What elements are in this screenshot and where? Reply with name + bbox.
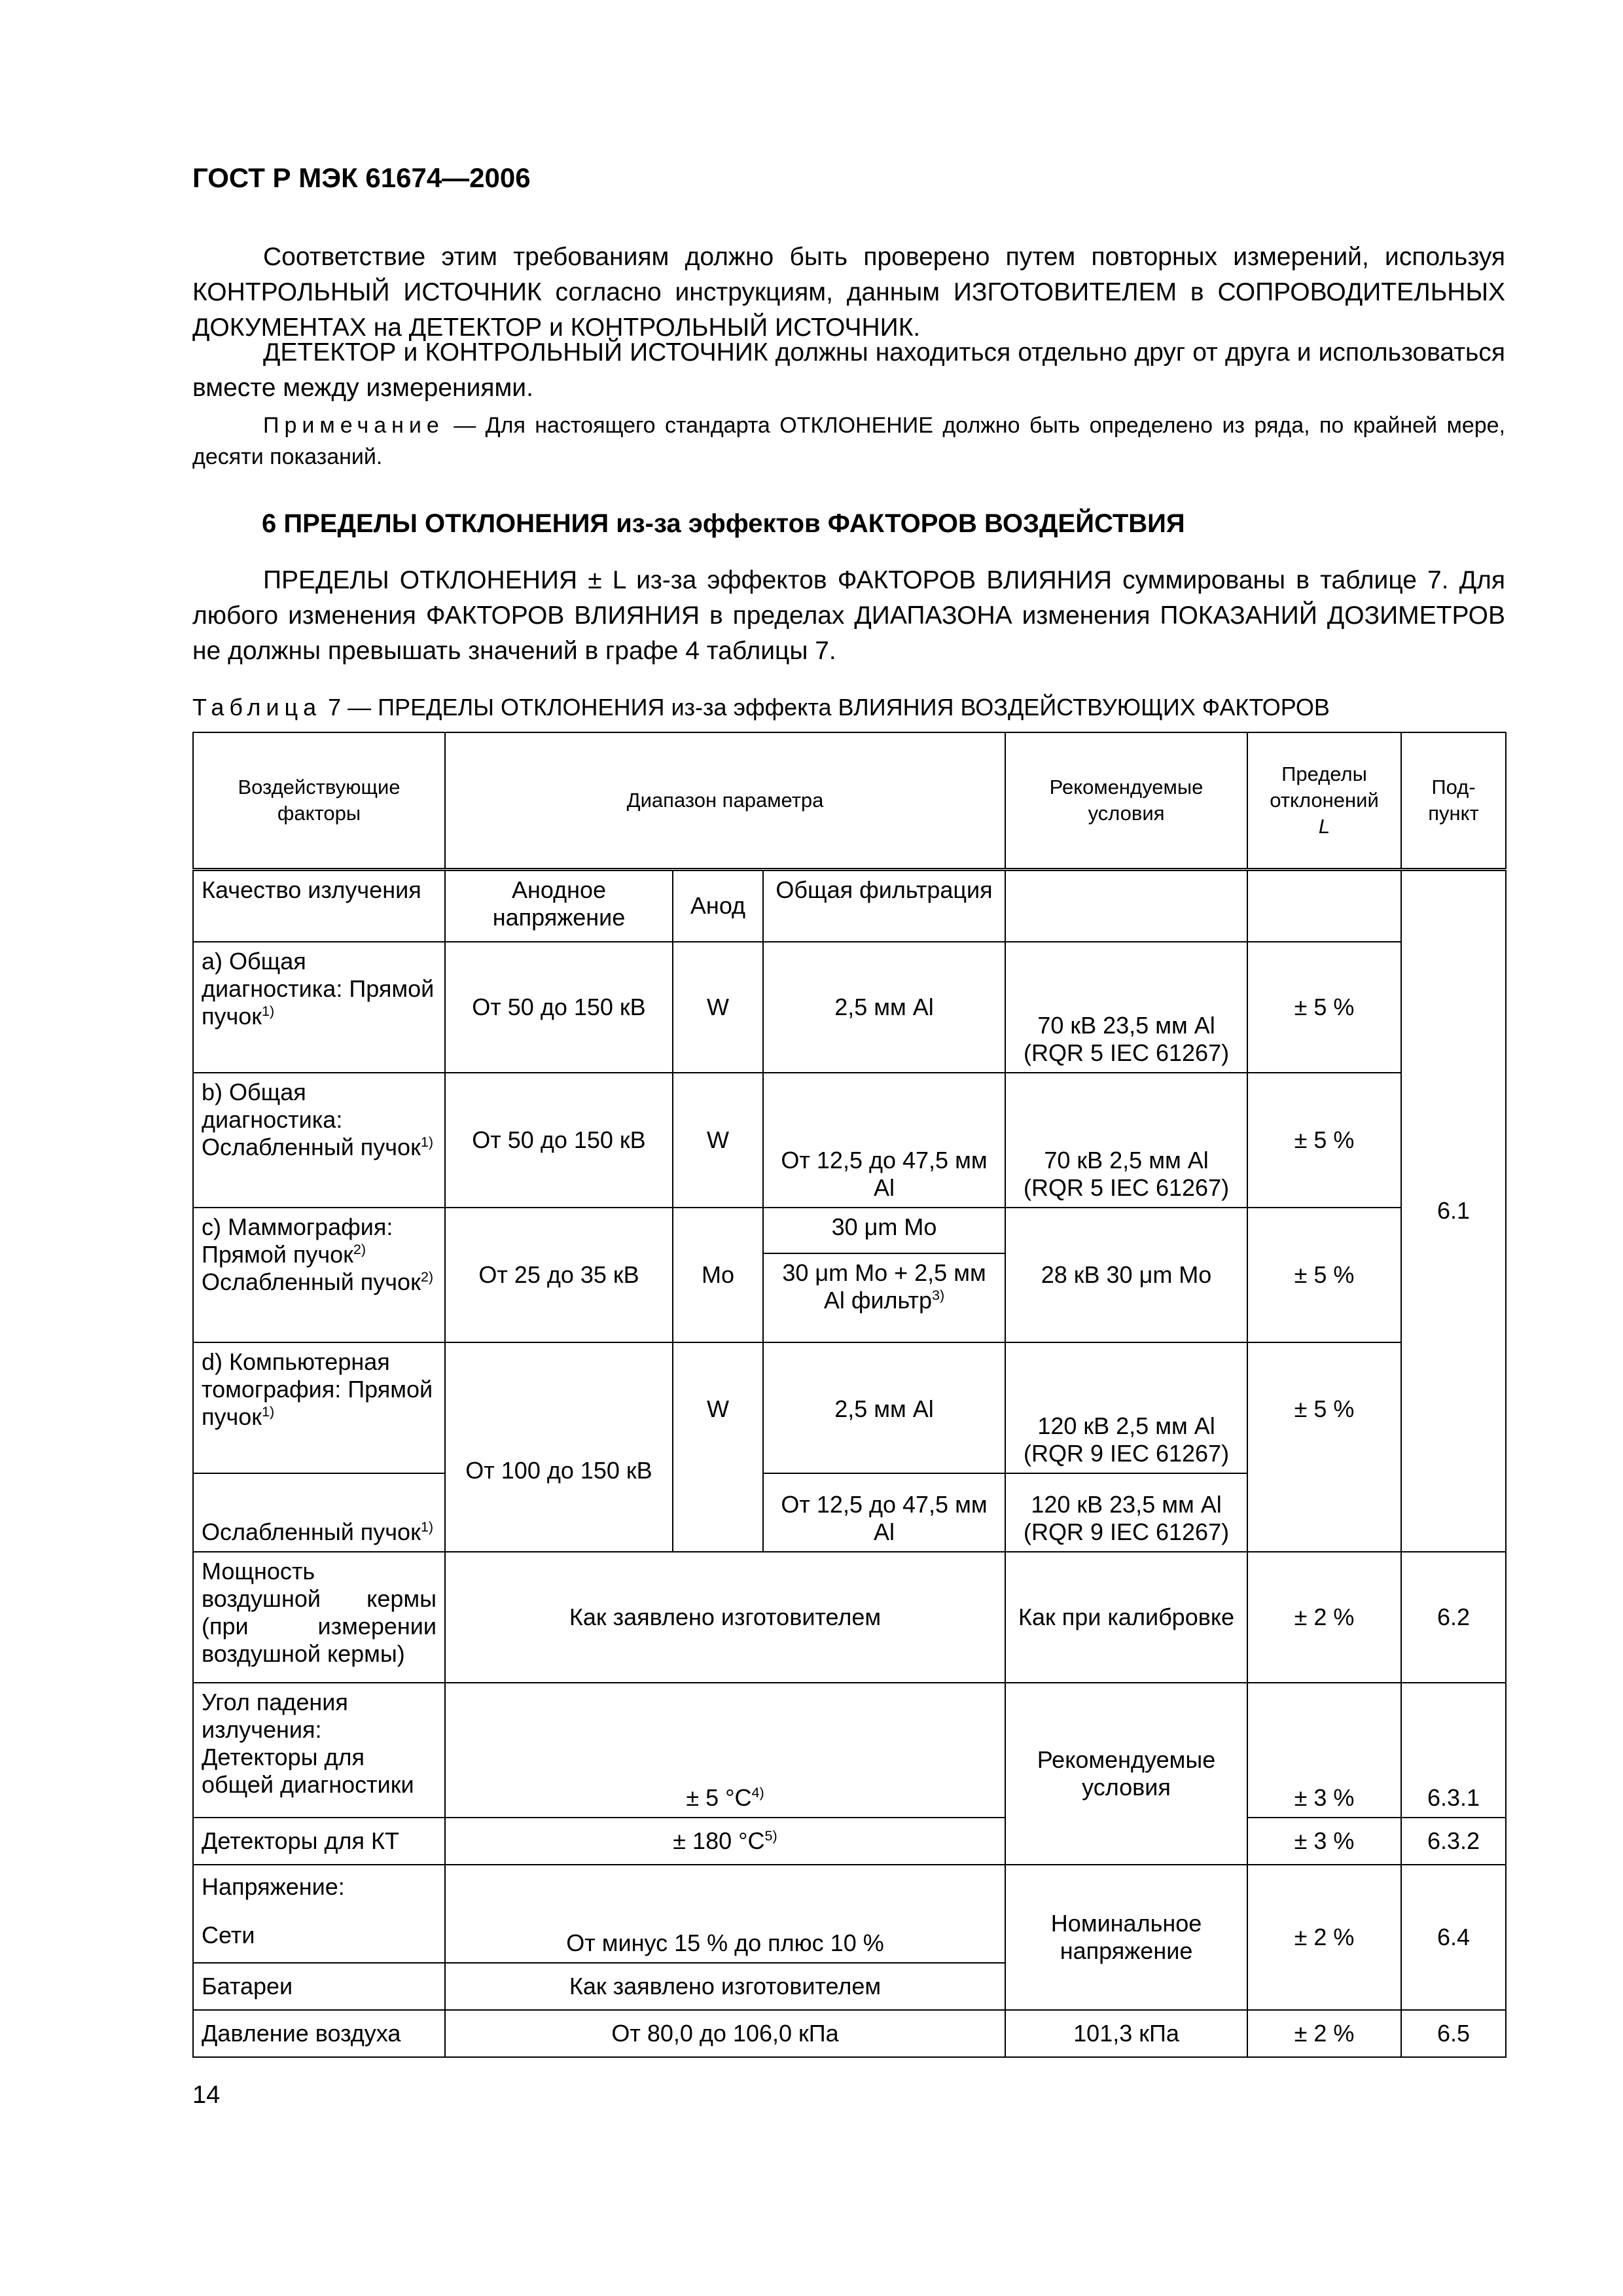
air-kerma-subclause: 6.2 bbox=[1401, 1552, 1506, 1683]
header-recommended: Рекомендуемые условия bbox=[1005, 732, 1247, 870]
row-c-recommended: 28 кВ 30 μm Mo bbox=[1005, 1208, 1247, 1342]
row-b-limit: ± 5 % bbox=[1247, 1073, 1401, 1208]
voltage-label bbox=[193, 1865, 445, 1963]
page-number: 14 bbox=[192, 2081, 221, 2109]
pressure-label: Давление воздуха bbox=[193, 2010, 445, 2057]
header-subclause: Под-пункт bbox=[1401, 732, 1506, 870]
row-c-filter-2-text: 30 μm Mo + 2,5 мм Al фильтр bbox=[782, 1259, 986, 1314]
header-limits bbox=[1247, 732, 1401, 870]
angle-range-1 bbox=[445, 1683, 1005, 1818]
table-row bbox=[193, 1073, 1506, 1208]
row-c-filter-cell bbox=[763, 1208, 1005, 1342]
row-b-label bbox=[193, 1073, 445, 1208]
row-a-footnote: 1) bbox=[262, 1002, 275, 1019]
table-row bbox=[193, 1342, 1506, 1473]
angle-range-1-footnote: 4) bbox=[751, 1784, 764, 1801]
angle-subclause-1: 6.3.1 bbox=[1401, 1683, 1506, 1818]
table-row bbox=[193, 2010, 1506, 2057]
row-c-footnote-1: 2) bbox=[353, 1240, 366, 1257]
angle-label-2: Детекторы для КТ bbox=[193, 1818, 445, 1865]
row-a-filter: 2,5 мм Al bbox=[763, 942, 1005, 1073]
voltage-mains-range: От минус 15 % до плюс 10 % bbox=[445, 1865, 1005, 1963]
row-c-filter-1: 30 μm Mo bbox=[764, 1208, 1005, 1253]
row-d-filter-2: От 12,5 до 47,5 мм Al bbox=[763, 1473, 1005, 1552]
header-limits-symbol: L bbox=[1318, 815, 1330, 838]
air-kerma-limit: ± 2 % bbox=[1247, 1552, 1401, 1683]
row-c-voltage: От 25 до 35 кВ bbox=[445, 1208, 673, 1342]
angle-limit-1: ± 3 % bbox=[1247, 1683, 1401, 1818]
row-d-label-2 bbox=[193, 1473, 445, 1552]
intro-paragraph-2: ДЕТЕКТОР и КОНТРОЛЬНЫЙ ИСТОЧНИК должны находиться отдельно друг от друга и использоваться вместе между измерениями. bbox=[192, 338, 1505, 402]
angle-limit-2: ± 3 % bbox=[1247, 1818, 1401, 1865]
pressure-range: От 80,0 до 106,0 кПа bbox=[445, 2010, 1005, 2057]
table-row bbox=[193, 942, 1506, 1073]
empty-cell bbox=[1005, 870, 1247, 942]
row-d-footnote-2: 1) bbox=[420, 1518, 434, 1535]
row-c-label2-text: Ослабленный пучок bbox=[202, 1268, 421, 1295]
row-d-recommended-2: 120 кВ 23,5 мм Al (RQR 9 IEC 61267) bbox=[1005, 1473, 1247, 1552]
empty-cell bbox=[1247, 870, 1401, 942]
anode-header: Анод bbox=[673, 870, 763, 942]
row-c-anode: Mo bbox=[673, 1208, 763, 1342]
voltage-batteries-range: Как заявлено изготовителем bbox=[445, 1963, 1005, 2010]
angle-recommended: Рекомендуемые условия bbox=[1005, 1683, 1247, 1865]
pressure-recommended: 101,3 кПа bbox=[1005, 2010, 1247, 2057]
angle-label: Угол падения излучения: Детекторы для общей диагностики bbox=[193, 1683, 445, 1818]
row-b-recommended: 70 кВ 2,5 мм Al (RQR 5 IEC 61267) bbox=[1005, 1073, 1247, 1208]
row-d-label bbox=[193, 1342, 445, 1473]
row-d-limit: ± 5 % bbox=[1247, 1342, 1401, 1552]
voltage-recommended: Номинальное напряжение bbox=[1005, 1865, 1247, 2010]
voltage-batteries-label: Батареи bbox=[193, 1963, 445, 2010]
header-limits-text: Пределы отклонений bbox=[1270, 762, 1379, 812]
row-c-limit: ± 5 % bbox=[1247, 1208, 1401, 1342]
table-row bbox=[193, 1552, 1506, 1683]
air-kerma-range: Как заявлено изготовителем bbox=[445, 1552, 1005, 1683]
air-kerma-label: Мощность воздушной кермы (при измерении воздушной кермы) bbox=[193, 1552, 445, 1683]
voltage-limit: ± 2 % bbox=[1247, 1865, 1401, 2010]
document-code-header: ГОСТ Р МЭК 61674—2006 bbox=[192, 162, 531, 193]
table-row bbox=[193, 1208, 1506, 1342]
angle-range-2-footnote: 5) bbox=[764, 1827, 777, 1844]
header-factors: Воздействующие факторы bbox=[193, 732, 445, 870]
quality-label: Качество излучения bbox=[193, 870, 445, 942]
voltage-label-text: Напряжение: bbox=[202, 1873, 345, 1900]
row-a-label-text: a) Общая диагностика: Прямой пучок bbox=[202, 947, 435, 1030]
angle-subclause-2: 6.3.2 bbox=[1401, 1818, 1506, 1865]
row-d-label2-text: Ослабленный пучок bbox=[202, 1518, 421, 1545]
row-d-anode: W bbox=[673, 1342, 763, 1552]
row-d-recommended-1: 120 кВ 2,5 мм Al (RQR 9 IEC 61267) bbox=[1005, 1342, 1247, 1473]
table-caption-label: Таблица bbox=[192, 694, 322, 721]
table-row bbox=[193, 1818, 1506, 1865]
voltage-subclause: 6.4 bbox=[1401, 1865, 1506, 2010]
section-paragraph: ПРЕДЕЛЫ ОТКЛОНЕНИЯ ± L из-за эффектов ФАКТОРОВ ВЛИЯНИЯ суммированы в таблице 7. Для любого изменения ФАКТОРОВ ВЛИЯНИЯ в пределах ДИАПАЗОНА изменения ПОКАЗАНИЙ ДОЗИМЕТРОВ не должны превышать значений в графе 4 таблицы 7. bbox=[192, 566, 1505, 665]
voltage-mains-label: Сети bbox=[202, 1921, 255, 1948]
pressure-limit: ± 2 % bbox=[1247, 2010, 1401, 2057]
angle-range-1-text: ± 5 °C bbox=[686, 1784, 752, 1811]
deviation-limits-table bbox=[192, 732, 1507, 2058]
air-kerma-recommended: Как при калибровке bbox=[1005, 1552, 1247, 1683]
row-a-anode: W bbox=[673, 942, 763, 1073]
row-a-limit: ± 5 % bbox=[1247, 942, 1401, 1073]
table-row bbox=[193, 870, 1506, 942]
row-d-footnote-1: 1) bbox=[262, 1403, 275, 1420]
table-caption-text: 7 — ПРЕДЕЛЫ ОТКЛОНЕНИЯ из-за эффекта ВЛИЯНИЯ ВОЗДЕЙСТВУЮЩИХ ФАКТОРОВ bbox=[321, 694, 1330, 721]
table-header-row bbox=[193, 732, 1506, 870]
anode-voltage-header: Анодное напряжение bbox=[445, 870, 673, 942]
intro-paragraph-1: Соответствие этим требованиям должно быть проверено путем повторных измерений, используя КОНТРОЛЬНЫЙ ИСТОЧНИК согласно инструкциям, данным ИЗГОТОВИТЕЛЕМ в СОПРОВОДИТЕЛЬНЫХ ДОКУМЕНТАХ на ДЕТЕКТОР и КОНТРОЛЬНЫЙ ИСТОЧНИК. bbox=[192, 243, 1505, 342]
row-c-filter-subtable bbox=[764, 1208, 1005, 1319]
row-c-filter-2-footnote: 3) bbox=[932, 1286, 945, 1303]
table-row bbox=[193, 1683, 1506, 1818]
section-title: 6 ПРЕДЕЛЫ ОТКЛОНЕНИЯ из-за эффектов ФАКТОРОВ ВОЗДЕЙСТВИЯ bbox=[262, 509, 1185, 538]
row-d-label-text: d) Компьютерная томография: Прямой пучок bbox=[202, 1348, 433, 1430]
filtration-header: Общая фильтрация bbox=[763, 870, 1005, 942]
row-b-filter: От 12,5 до 47,5 мм Al bbox=[763, 1073, 1005, 1208]
row-a-voltage: От 50 до 150 кВ bbox=[445, 942, 673, 1073]
note-label: Примечание bbox=[263, 413, 444, 438]
row-a-label bbox=[193, 942, 445, 1073]
row-b-footnote: 1) bbox=[420, 1133, 434, 1150]
angle-range-2 bbox=[445, 1818, 1005, 1865]
note-paragraph bbox=[192, 410, 1505, 473]
angle-range-2-text: ± 180 °C bbox=[673, 1827, 765, 1854]
header-range: Диапазон параметра bbox=[445, 732, 1005, 870]
row-b-voltage: От 50 до 150 кВ bbox=[445, 1073, 673, 1208]
row-c-label-text: c) Маммография: Прямой пучок bbox=[202, 1213, 393, 1268]
pressure-subclause: 6.5 bbox=[1401, 2010, 1506, 2057]
note-text: — Для настоящего стандарта ОТКЛОНЕНИЕ должно быть определено из ряда, по крайней мере, десяти показаний. bbox=[192, 413, 1505, 469]
row-d-voltage: От 100 до 150 кВ bbox=[445, 1342, 673, 1552]
row-c-label bbox=[193, 1208, 445, 1342]
table-caption bbox=[192, 694, 1330, 721]
row-b-anode: W bbox=[673, 1073, 763, 1208]
row-c-footnote-2: 2) bbox=[420, 1268, 434, 1285]
row-b-label-text: b) Общая диагностика: Ослабленный пучок bbox=[202, 1078, 421, 1160]
row-c-filter-2 bbox=[764, 1253, 1005, 1319]
row-a-recommended: 70 кВ 23,5 мм Al (RQR 5 IEC 61267) bbox=[1005, 942, 1247, 1073]
row-d-filter-1: 2,5 мм Al bbox=[763, 1342, 1005, 1473]
table-row bbox=[193, 1865, 1506, 1963]
subclause-6-1: 6.1 bbox=[1401, 870, 1506, 1552]
